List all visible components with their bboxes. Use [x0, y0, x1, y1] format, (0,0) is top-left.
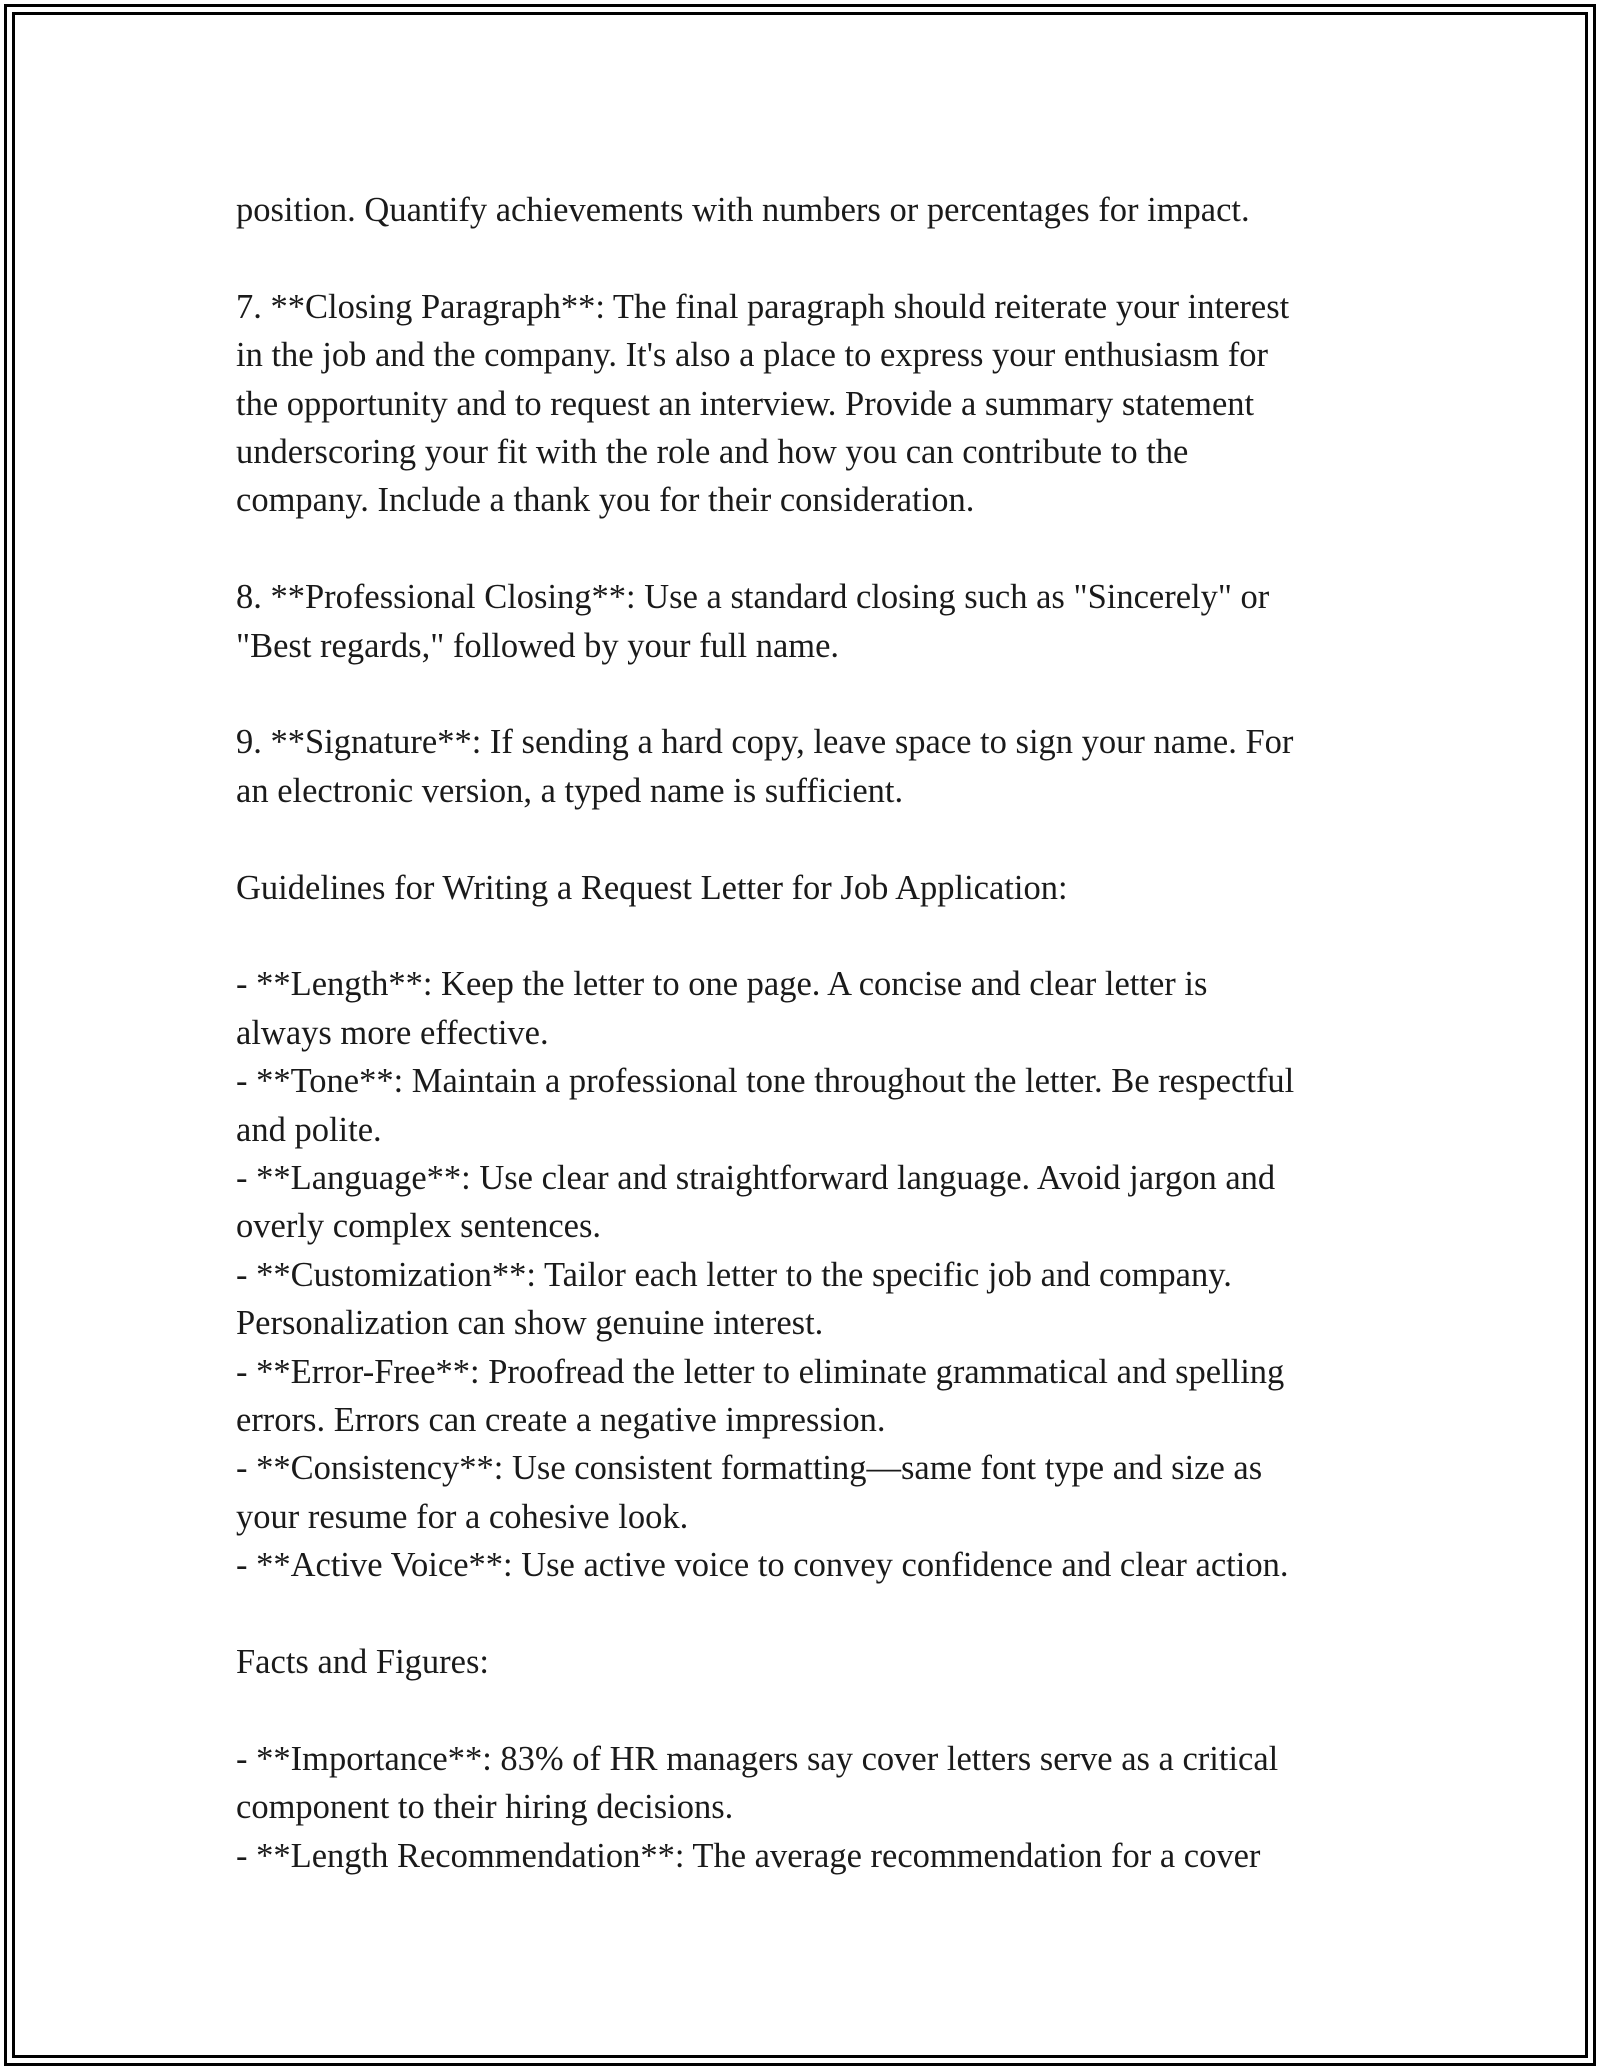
- list-item-line: - **Tone**: Maintain a professional tone throughout the letter. Be respectful: [236, 1062, 1295, 1101]
- list-item-line: - **Error-Free**: Proofread the letter to eliminate grammatical and spelling: [236, 1352, 1285, 1391]
- list-item-line: - **Importance**: 83% of HR managers say cover letters serve as a critical: [236, 1739, 1279, 1778]
- facts-heading: [236, 1638, 1376, 1686]
- intro-paragraph: [236, 186, 1376, 234]
- guidelines-list: [236, 960, 1376, 1589]
- list-item-line: - **Consistency**: Use consistent formatting—same font type and size as: [236, 1449, 1263, 1488]
- list-item-line: and polite.: [236, 1110, 382, 1149]
- text-line: position. Quantify achievements with numbers or percentages for impact.: [236, 191, 1250, 229]
- text-line: 8. **Professional Closing**: Use a standard closing such as "Sincerely" or: [236, 578, 1270, 617]
- list-item-line: your resume for a cohesive look.: [236, 1497, 689, 1536]
- paragraph-gap: [236, 815, 1376, 863]
- paragraph-gap: [236, 234, 1376, 282]
- guidelines-heading: [236, 864, 1376, 912]
- list-item-line: Personalization can show genuine interest.: [236, 1304, 824, 1343]
- text-line: an electronic version, a typed name is sufficient.: [236, 771, 904, 810]
- section-heading: Facts and Figures:: [236, 1643, 489, 1682]
- paragraph-gap: [236, 1590, 1376, 1638]
- list-item-line: - **Length Recommendation**: The average recommendation for a cover: [236, 1836, 1261, 1875]
- text-line: the opportunity and to request an interview. Provide a summary statement: [236, 384, 1255, 423]
- list-item-line: component to their hiring decisions.: [236, 1788, 734, 1827]
- text-line: company. Include a thank you for their consideration.: [236, 481, 975, 520]
- list-item-line: - **Language**: Use clear and straightforward language. Avoid jargon and: [236, 1159, 1276, 1198]
- numbered-item-8: [236, 573, 1376, 670]
- section-heading: Guidelines for Writing a Request Letter for Job Application:: [236, 868, 1068, 907]
- facts-list: [236, 1735, 1376, 1880]
- list-item-line: - **Active Voice**: Use active voice to convey confidence and clear action.: [236, 1546, 1289, 1585]
- text-line: 9. **Signature**: If sending a hard copy, leave space to sign your name. For: [236, 723, 1294, 762]
- list-item-line: - **Customization**: Tailor each letter to the specific job and company.: [236, 1255, 1232, 1294]
- numbered-item-7: [236, 283, 1376, 525]
- numbered-item-9: [236, 718, 1376, 815]
- text-line: "Best regards," followed by your full name.: [236, 626, 840, 665]
- paragraph-gap: [236, 1687, 1376, 1735]
- paragraph-gap: [236, 670, 1376, 718]
- list-item-line: overly complex sentences.: [236, 1207, 601, 1246]
- list-item-line: always more effective.: [236, 1013, 549, 1052]
- text-line: 7. **Closing Paragraph**: The final paragraph should reiterate your interest: [236, 287, 1290, 326]
- list-item-line: - **Length**: Keep the letter to one page. A concise and clear letter is: [236, 965, 1208, 1004]
- document-body: [236, 186, 1376, 1880]
- paragraph-gap: [236, 525, 1376, 573]
- paragraph-gap: [236, 912, 1376, 960]
- text-line: in the job and the company. It's also a place to express your enthusiasm for: [236, 336, 1269, 375]
- list-item-line: errors. Errors can create a negative impression.: [236, 1401, 886, 1440]
- text-line: underscoring your fit with the role and how you can contribute to the: [236, 433, 1189, 472]
